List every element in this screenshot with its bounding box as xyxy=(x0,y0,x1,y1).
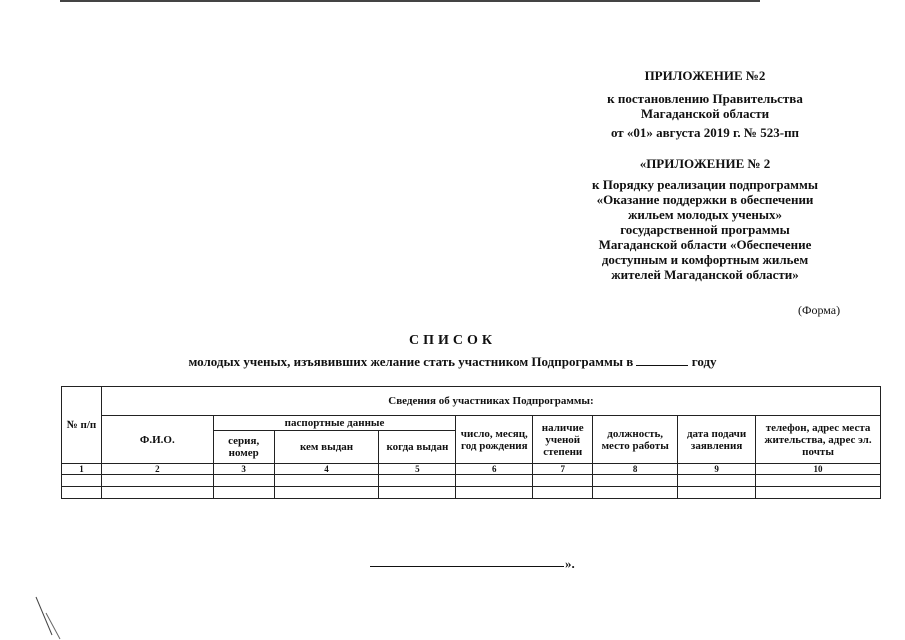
column-number: 10 xyxy=(756,464,881,475)
table-cell[interactable] xyxy=(213,487,274,499)
footer-signature-line xyxy=(370,566,564,567)
header-participants-info: Сведения об участниках Подпрограммы: xyxy=(101,387,880,416)
table-cell[interactable] xyxy=(379,487,456,499)
appendix-line-1: к постановлению Правительства xyxy=(607,91,803,106)
table-cell[interactable] xyxy=(274,487,379,499)
column-number: 3 xyxy=(213,464,274,475)
quoted-line-5: Магаданской области «Обеспечение xyxy=(598,237,812,252)
footer-end-mark: ». xyxy=(565,556,575,571)
header-number: № п/п xyxy=(62,387,102,464)
header-passport-series: серия, номер xyxy=(213,431,274,464)
table-cell[interactable] xyxy=(274,475,379,487)
form-label: (Форма) xyxy=(798,303,841,317)
list-subtitle-text: молодых ученых, изъявивших желание стать участником Подпрограммы в xyxy=(188,354,634,369)
table-cell[interactable] xyxy=(593,487,678,499)
list-subtitle xyxy=(0,353,905,370)
column-number: 7 xyxy=(533,464,593,475)
header-passport-issued-when: когда выдан xyxy=(379,431,456,464)
quoted-line-4: государственной программы xyxy=(620,222,790,237)
top-border-line xyxy=(60,0,760,2)
header-fio: Ф.И.О. xyxy=(101,416,213,464)
year-blank-field[interactable] xyxy=(636,353,688,366)
list-title: СПИСОК xyxy=(408,333,497,348)
list-subtitle-year-word: году xyxy=(691,354,717,369)
column-number: 5 xyxy=(379,464,456,475)
column-number: 8 xyxy=(593,464,678,475)
quoted-line-1: к Порядку реализации подпрограммы xyxy=(592,177,818,192)
quoted-line-3: жильем молодых ученых» xyxy=(627,207,783,222)
table-row xyxy=(62,487,881,499)
table-cell[interactable] xyxy=(62,487,102,499)
table-row xyxy=(62,475,881,487)
table-cell[interactable] xyxy=(533,475,593,487)
table-cell[interactable] xyxy=(593,475,678,487)
table-cell[interactable] xyxy=(456,487,533,499)
quoted-appendix-header xyxy=(520,156,890,282)
header-application-date: дата подачи заявления xyxy=(678,416,756,464)
column-number: 4 xyxy=(274,464,379,475)
table-cell[interactable] xyxy=(456,475,533,487)
table-cell[interactable] xyxy=(101,487,213,499)
table-cell[interactable] xyxy=(533,487,593,499)
table-cell[interactable] xyxy=(213,475,274,487)
column-number: 9 xyxy=(678,464,756,475)
table-cell[interactable] xyxy=(756,487,881,499)
header-passport-group: паспортные данные xyxy=(213,416,456,431)
column-number: 2 xyxy=(101,464,213,475)
table-cell[interactable] xyxy=(678,475,756,487)
quoted-line-6: доступным и комфортным жильем xyxy=(601,252,809,267)
participants-table xyxy=(61,386,881,499)
table-cell[interactable] xyxy=(62,475,102,487)
header-passport-issued-by: кем выдан xyxy=(274,431,379,464)
table-cell[interactable] xyxy=(678,487,756,499)
column-number: 1 xyxy=(62,464,102,475)
appendix-line-3: от «01» августа 2019 г. № 523-пп xyxy=(610,125,800,140)
scan-stroke-mark xyxy=(30,595,70,640)
header-birth-date: число, месяц, год рождения xyxy=(456,416,533,464)
column-number-row xyxy=(62,464,881,475)
appendix-line-2: Магаданской области xyxy=(640,106,770,121)
header-contacts: телефон, адрес места жительства, адрес эл. почты xyxy=(756,416,881,464)
table-cell[interactable] xyxy=(101,475,213,487)
header-degree: наличие ученой степени xyxy=(533,416,593,464)
column-number: 6 xyxy=(456,464,533,475)
table-cell[interactable] xyxy=(756,475,881,487)
header-position: должность, место работы xyxy=(593,416,678,464)
quoted-appendix-title: «ПРИЛОЖЕНИЕ № 2 xyxy=(639,156,771,171)
appendix-title: ПРИЛОЖЕНИЕ №2 xyxy=(644,68,766,83)
appendix-header xyxy=(520,68,890,140)
quoted-line-7: жителей Магаданской области» xyxy=(611,267,799,282)
table-cell[interactable] xyxy=(379,475,456,487)
quoted-line-2: «Оказание поддержки в обеспечении xyxy=(596,192,814,207)
